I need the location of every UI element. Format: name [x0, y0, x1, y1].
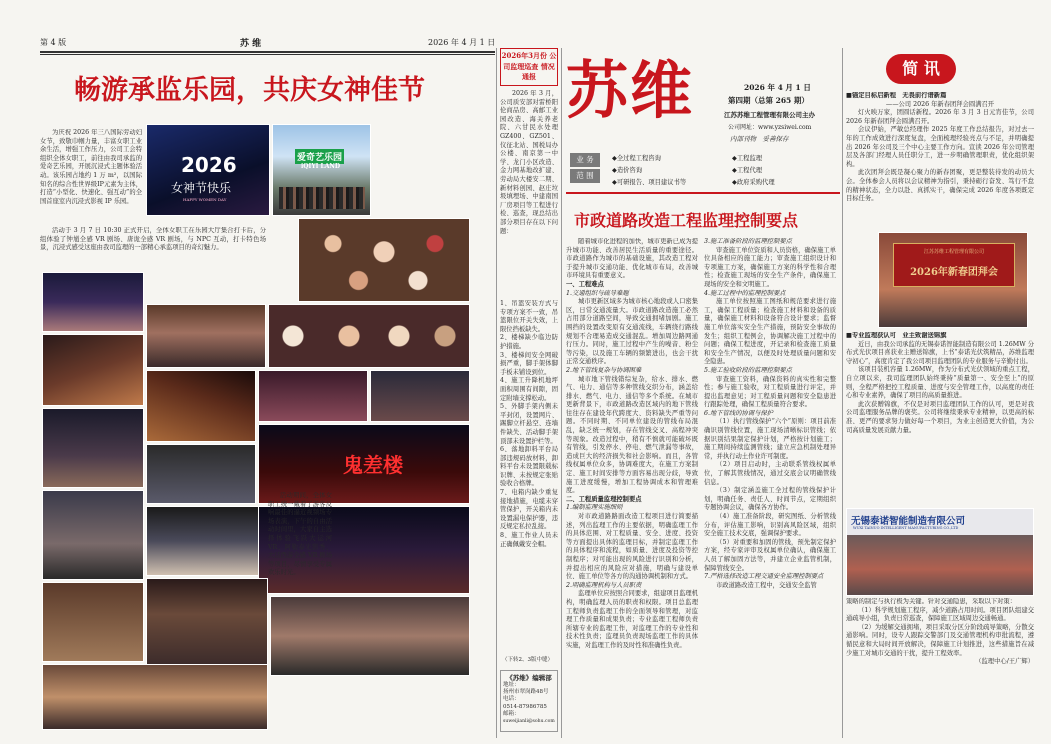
section-subheading: 2.地下管线复杂与协调困难	[566, 366, 642, 374]
inspection-list	[500, 300, 558, 660]
scope-label-2: 范 围	[570, 169, 600, 183]
section-text: 审查施工单位资质和人员资格，确保施工单位具备相应的施工能力；审查施工组织设计和专项施工方案，确保施工方案的科学性和合理性；检查施工现场的安全生产条件，确保施工现场的安全和文明施工。	[704, 246, 836, 288]
section-heading: 二、工程质量监理控制要点	[566, 495, 642, 503]
section-text: （5）对重要和加固的管线，预先制定保护方案，经专家评审及权属单位确认，确保施工人员了解加固方法等，并建立企业监管机制，保障管线安全。	[704, 538, 836, 572]
section-text: （4）施工准备阶段，研究图纸、分析管线分布，评估施工影响，识别高风险区域，组织安全施工技术交底，强调保护要求。	[704, 513, 836, 538]
editor-line: 电话：	[503, 696, 520, 703]
park-sign: 爱奇艺乐园	[295, 149, 344, 164]
editor-line: suweijianli@sohu.com	[503, 719, 555, 725]
brief-text: （2）为缓解交通拥堵，项目采取分区分阶段疏导策略，分散交通影响。同时，设专人跟踪交警部门及交通管理机构审批流程，遵循民意和大局时间开放解决，保障施工计划推进，这些措施旨在减少施工对城市交通的干扰，提升工程效率。	[846, 623, 1034, 657]
editor-line: 地址：	[503, 682, 520, 688]
section-heading: 一、工程难点	[566, 280, 604, 288]
inspection-item: 5、外脚手架内侧未平封闭，设置网片、踢脚立杆悬空、连墙件缺失、活动脚手架顶部未设置护栏等。	[500, 403, 558, 445]
inspection-box	[500, 48, 558, 86]
feature-col-1	[566, 238, 698, 736]
section-text: 审查施工资料，确保资料的真实性和完整性；参与施工验收，对工程质量进行评定，并提出监理意见；对工程质量问题和安全隐患进行跟踪处理，确保工程质量符合要求。	[704, 375, 836, 409]
photo-mask-show	[146, 506, 266, 576]
photo-vr	[146, 444, 256, 504]
scope-list	[612, 153, 822, 189]
continued-note: （下转2、3版中缝）	[502, 657, 553, 663]
park-sign-en: iQIYI LAND	[301, 163, 341, 170]
meeting-banner	[893, 243, 1015, 287]
left-paragraph-1: 为庆祝 2026 年三八国际劳动妇女节，致敬巾帼力量，丰富女职工业余生活，增强工作压力，公司工会特组织全体女职工，前往由我司承监的爱奇艺乐园，开展沉浸式主题体验活动。该乐园占地约 1 万 m²，以国际知名的综合性世界级IP元素为主体，打造“小型化、快速化、强互动”的全国首座室内沉浸式影视 IP 乐园。	[40, 129, 142, 205]
section-subheading: 1.交通组织与疏导难题	[566, 289, 629, 297]
masthead-date: 2026 年 4 月 1 日	[428, 38, 496, 47]
brief-text: 此次获赠锦旗，不仅是对项目监理团队工作的认可，更是对我公司监理服务品牌的褒奖。公司将继续秉承专业精神，以更高的标准、更严的要求努力做好每一个项目，为业主创造更大价值，为公司高质量发展贡献力量。	[846, 400, 1034, 434]
photo-stage	[42, 272, 144, 332]
brief-signature: （监理中心/王广辉）	[975, 658, 1034, 666]
inspection-item: 6、落地卸料平台局部违规码放材料，卸料平台未设置限载标识牌、未按规定张贴验收合格牌。	[500, 446, 558, 488]
section-subheading: 1.编制监理实施细则	[566, 504, 623, 512]
section-text: （3）制定涵盖施工全过程的管线保护计划，明确任务、责任人、时间节点，定期组织专题协调会议，确保各方协作。	[704, 487, 836, 512]
photo-performers	[258, 370, 368, 422]
brief-title: 简 讯	[902, 59, 940, 78]
editor-box	[500, 670, 558, 732]
masthead-rule	[40, 51, 495, 53]
feature-col-2	[704, 238, 836, 736]
logo-company: 江苏苏维工程管理有限公司主办	[724, 111, 815, 119]
logo-name: 苏维	[566, 54, 695, 127]
logo-issue: 第四期（总第 265 期）	[728, 96, 809, 105]
photo-street-set	[270, 596, 470, 676]
photo-pennant	[846, 508, 1034, 596]
pennant-company-en: WUXI TAINUO INTELLIGENT MANUFACTURING CO.,LTD	[853, 526, 959, 530]
masthead-name: 苏 维	[240, 39, 262, 49]
brief-text: 会议伊始，严敏总经理作 2025 年度工作总结报告，对过去一年的工作成效进行深度复盘，全面梳理经验亮点与不足，并明确提出 2026 年公司及三个中心主要工作方向。宣读 2026 年公司管理层及各部门经理人员任职分工，进一步明确管理职责，优化组织架构。	[846, 126, 1034, 168]
photo-restaurant	[42, 664, 268, 730]
photo-meeting-banner	[878, 232, 1028, 328]
brief-heading: ■专业监理获认可 业主致谢送锦旗	[846, 332, 947, 339]
photo-costume-2	[146, 370, 256, 442]
section-subheading: 4.施工过程中的监理控制要点	[704, 289, 786, 297]
inspection-intro: 2026 年 3 月，公司质安部对雷桥阳伦商品房、高邮工业园改造、海关养老院、六甘民水处理 GZ400、GZ501、仪征北站、国税局办公楼、南京第一中学、龙门小区改造、金力网基地改扩建、劳动局大楼安二期、新材料创园、赵庄垃圾填埋场、中建南国厂房项目等工程进行检、巡查，现总结出部分项目存在以下问题：	[500, 90, 558, 235]
inspection-item: 2、楼梯缺少临边防护措施。	[500, 334, 558, 350]
feature-intro: 随着城市化进程的加快，城市更新已成为提升城市功能、改善居民生活质量的重要途径。市政道路作为城市的基础设施，其改造工程对于提升城市交通功能、优化城市布局，改善城市环境具有重要意义。	[566, 238, 698, 280]
section-text: 对市政道路路面改造工程项目进行简要描述，列出监理工作的主要依据，明确监理工作的具体范围、对工程质量、安全、进度、投资等方面提出具体的监理目标，并制定监理工作的具体程序和流程，如质量、进度及投资等控制程序；对可能出现的风险进行识别和分析，并提出相应的风险应对措施，明确与建设单位、施工单位等各方的沟通协调机制和方式。	[566, 513, 698, 581]
photo-drinks	[268, 304, 470, 368]
inspection-title: 2026年3月份 公司监理巡查 情况通报	[501, 51, 557, 81]
scope-item: ◆工程监理	[732, 155, 763, 162]
brief-text: 近日，由我公司承监的无锡泰诺智能制造有限公司 1.26MW 分布式光伏项目喜获业主赠送锦旗，上书“泰诺光伏筑精品，苏维监理守初心”，高度肯定了我公司项目监理团队的专业服务与辛勤付出。	[846, 340, 1034, 365]
editor-line: 0514-87986785	[503, 703, 547, 710]
section-subheading: 5.施工验收阶段的监理控制要点	[704, 366, 792, 374]
brief-title-badge	[886, 54, 956, 84]
scope-item: ◆全过程工程咨询	[612, 155, 661, 162]
inspection-item: 4、施工升降机地坪面积周围有间隙，固定附墙支撑松动。	[500, 377, 558, 402]
section-text: 施工单位按照施工图纸和规范要求进行施工，确保工程质量；检查施工材料和设备的质量，确保施工材料和设备符合设计要求；监督施工单位落实安全生产措施，预防安全事故的发生；组织工程例会，协调解决施工过程中的问题；确保工程进度，开记录和检查施工质量和安全生产情况，以便及时处理质量问题和安全隐患。	[704, 298, 836, 366]
brief-text: 策略的制定与执行极为关键。针对交通隐患，采取以下对策：	[846, 598, 1017, 605]
logo-date: 2026 年 4 月 1 日	[744, 83, 811, 92]
brief-text: 此次团拜会既是凝心聚力的新春团聚，更是整装待发的动员大会。全体参会人员将以会议精神为指引，秉持砺行奋发、笃行不怠的精神状态，全力以赴、真抓实干，确保完成 2026 年度各项既定目标任务。	[846, 169, 1034, 203]
brief-col-2	[846, 332, 1034, 508]
editor-line: 邮箱：	[503, 710, 520, 717]
scope-item: ◆工程代理	[732, 167, 763, 174]
scope-item: ◆可研报告、项目建议书等	[612, 179, 687, 186]
divider-2	[561, 48, 562, 738]
divider-3	[842, 48, 843, 738]
brief-text: （1）科学规划施工程序，减少道路占用时间。项目团队组建交通疏导小组，负责日常巡查，保障施工区域周边交通畅通。	[846, 606, 1034, 623]
section-text: （2）项目启动时，主动联系管线权属单位，了解其管线情况，通过交底会议明确管线信息。	[704, 461, 836, 486]
brief-heading: ■锚定目标启新程 无畏前行谱新篇	[846, 92, 947, 99]
photo-crowd	[42, 408, 144, 488]
ghost-building-sign: 鬼差楼	[343, 453, 403, 477]
photo-park-entrance	[272, 124, 371, 216]
logo-rule	[566, 192, 840, 194]
editor-title: 《苏维》编辑部	[506, 674, 552, 682]
left-paragraph-3: 活动期间，全体女职工统一戴着了游客反响最佳的逼近视频场专场表演，下午的自由活动时间里，大家自主选择体验飞跃大运河 VR、阿勒泰光影秀、大话西游全感 VR 剧场等项目，尽情享受专属欢乐时光。	[268, 492, 332, 577]
photo-dining-room	[42, 582, 144, 662]
banner-year: 2026	[181, 153, 237, 177]
photo-costume-1	[42, 334, 144, 406]
meeting-company: 江苏苏维工程管理有限公司	[923, 249, 984, 255]
brief-subheading: ——公司 2026 年新春团拜会圆满召开	[885, 100, 995, 108]
inspection-item: 3、楼梯间安全网破损严重，脚手架体脚手板未铺设到位。	[500, 351, 558, 376]
brief-text: 灯火映万家，团圆话新程。2026 年 3 月 3 日元宵佳节，公司 2026 年新春团拜会圆满召开。	[846, 109, 1034, 125]
photo-dining-group	[146, 304, 266, 368]
inspection-item: 8、施工作业人员未正确佩戴安全帽。	[500, 532, 558, 548]
left-paragraph-2: 活动于 3 月 7 日 10:30 正式开启，全体女职工在乐园大厅集合打卡后，分组体验了钟馗全感 VR 剧场、唐诡全感 VR 剧场，与 NPC 互动，打卡特色场景，沉浸式感受这座由我司监理的一部精心承监项目的奇幻魅力。	[40, 227, 266, 252]
photo-food-spread	[298, 218, 470, 302]
divider-1	[496, 48, 497, 738]
section-text: 市政道路改造工程中，交通安全监管	[716, 581, 817, 589]
banner-tiny: HAPPY WOMEN DAY	[183, 197, 227, 202]
brief-text: 该项目装机容量 1.26MW，作为分布式光伏领域的重点工程，自立项以来，我司监理团队始终秉持“质量第一、安全至上”的原则，全程严格把控工程质量、进度与安全管理工作，以高度的责任心和专业素养，确保了项目的高质量推进。	[846, 366, 1034, 400]
left-headline: 畅游承监乐园，共庆女神佳节	[74, 75, 425, 106]
meeting-title: 2026年新春团拜会	[910, 267, 998, 278]
group-people	[279, 187, 365, 209]
section-text: 监理单位应按照合同要求，组建项目监理机构，明确监理人员的职责和权限。项目总监理工程师负责监理工作的全面领导和管理，对监理工作质量和成果负责；专业监理工程师负责所辖专业的监理工作，对监理工作的专业性和技术性负责；监理员负责现场监理工作的具体实施，对监理工作的及时性和准确性负责。	[566, 590, 698, 649]
section-subheading: 7.严格选择改造工程交通安全监理控制要点	[704, 573, 824, 581]
pennant-company: 无锡泰诺智能制造有限公司	[851, 516, 966, 527]
section-subheading: 2.明确监理机构与人员职责	[566, 581, 642, 589]
scope-item: ◆造价咨询	[612, 167, 643, 174]
page-number: 第 4 版	[40, 38, 67, 47]
photo-group-hall	[146, 578, 268, 668]
logo-internal: 内部刊物 妥善保存	[730, 135, 789, 143]
section-subheading: 6.地下管线的协调与保护	[704, 409, 773, 417]
scope-label-1: 业 务	[570, 153, 600, 167]
photo-banner	[146, 124, 270, 216]
inspection-item: 7、电箱内缺少重复接地措施，电缆未穿管保护，开关箱内未设置漏电保护器，违反规定私拉乱接。	[500, 489, 558, 531]
masthead-rule-2	[40, 54, 495, 55]
scope-item: ◆政府采购代理	[732, 179, 775, 186]
photo-portrait	[370, 370, 470, 422]
section-text: （1）执行管线保护“六个”原则：项目前准确识别管线位置，施工现场清晰标识管线；依据识别结果制定保护计划，严格按计划施工；施工期间持续监测管线；建立应急机制处理异常，并执行动土作业许可制度。	[704, 418, 836, 460]
banner-greeting: 女神节快乐	[171, 181, 232, 195]
section-subheading: 3.施工准备阶段的监理控制要点	[704, 238, 792, 245]
brief-col-3	[846, 598, 1034, 734]
logo-site: 公司网址：www.yzsiwei.com	[728, 124, 812, 131]
section-text: 城市更新区域多为城市核心地段或人口密集区，日常交通流量大。市政道路改造施工必然占用部分道路空间，导致交通拥堵加剧。施工围挡的设置改变原有交通流线，车辆绕行路线规划不合理易造成交通混乱。增加周边路网通行压力。同时，施工过程中产生的噪音、粉尘等污染，以及施工车辆的频繁进出，也会干扰正常交通秩序。	[566, 298, 698, 366]
feature-headline: 市政道路改造工程监理控制要点	[574, 211, 799, 230]
section-text: 城市地下管线错综复杂，给水、排水、燃气、电力、通信等多种管线交织分布，涵盖给排水、燃气、电力、通信等多个系统。在城市更新背景下，市政道路改造区域内的地下管线往往存在建设年代跨度大、资料缺失严重等问题。不同时期、不同单位建设的管线布局混乱，缺乏统一规划，存在管线交叉、高程冲突等现象。改造过程中，稍有不慎就可能破坏既有管线，引发停水、停电、燃气泄漏等事故，造成巨大的经济损失和社会影响。而且，各管线权属单位众多，协调难度大，在施工方案制定、施工时间安排等方面容易出现分歧，导致施工进度缓慢，增加工程协调成本和管理难度。	[566, 375, 698, 495]
editor-line: 扬州市翠岗路48号	[503, 689, 549, 696]
inspection-item: 1、吊篮安装方式与专项方案不一致，吊篮限位开关失效，上限位挡板缺失。	[500, 300, 558, 333]
photo-mr-game	[42, 490, 144, 580]
